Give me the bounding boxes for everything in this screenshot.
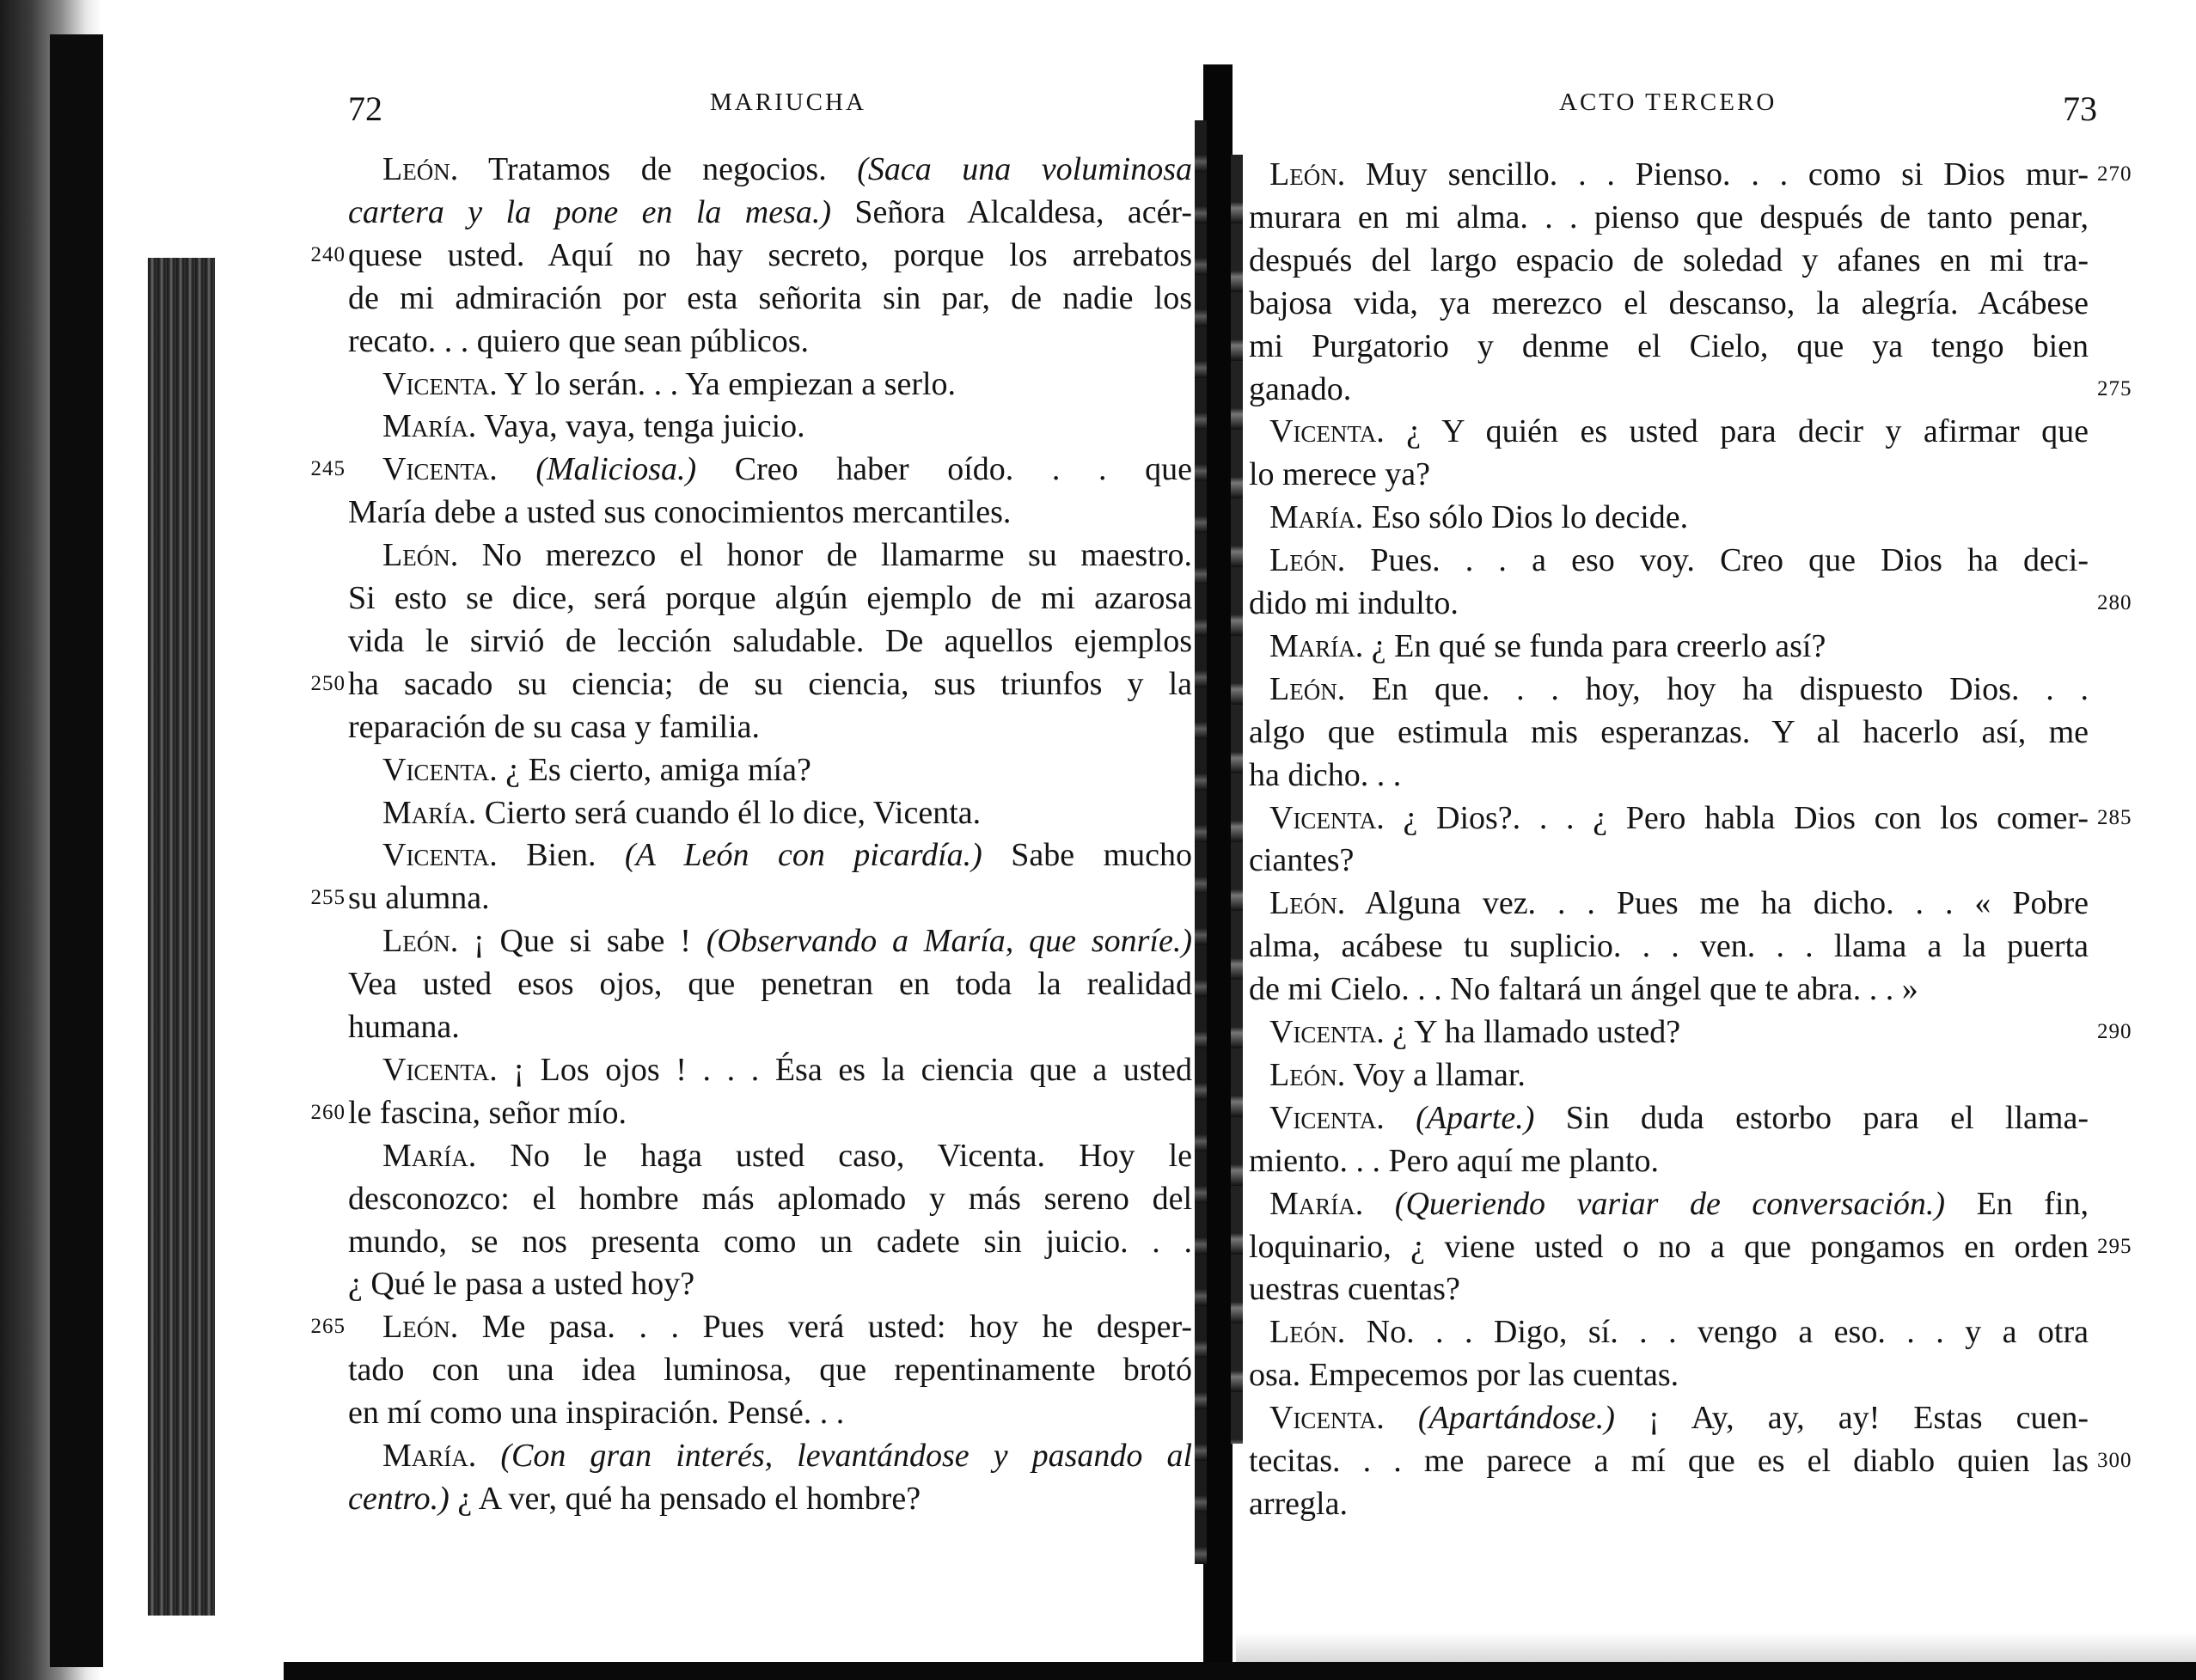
- dialogue-text: osa. Empecemos por las cuentas.: [1249, 1357, 1679, 1393]
- dialogue-text: No. . . Digo, sí. . . vengo a eso. . . y a otra: [1345, 1314, 2089, 1350]
- text-line: [1249, 840, 2089, 881]
- dialogue-text: desconozco: el hombre más aplomado y más sereno del: [348, 1181, 1192, 1217]
- scan-edge-shadow: [50, 34, 103, 1667]
- speaker-name: Vicenta.: [382, 1052, 498, 1088]
- text-line: [1269, 1311, 2089, 1353]
- text-line: [1249, 583, 2089, 624]
- text-line: [348, 1349, 1192, 1390]
- book-gutter: [1203, 64, 1233, 1680]
- dialogue-text: Pues. . . a eso voy. Creo que Dios ha deci-: [1345, 542, 2089, 578]
- dialogue-text: ha sacado su ciencia; de su ciencia, sus triunfos y la: [348, 666, 1192, 702]
- speaker-name: Vicenta.: [382, 752, 498, 788]
- speaker-name: Vicenta.: [1269, 800, 1385, 836]
- line-number: 250: [310, 672, 346, 695]
- text-line: [348, 321, 1192, 362]
- gutter-shadow-right: [1231, 155, 1243, 1444]
- speaker-name: María.: [1269, 1186, 1364, 1222]
- line-number: 275: [2097, 377, 2132, 400]
- dialogue-text: ¿ En qué se funda para creerlo así?: [1363, 628, 1826, 664]
- text-line: [348, 1221, 1192, 1262]
- speaker-name: Vicenta.: [1269, 1100, 1385, 1136]
- text-line: [382, 149, 1192, 190]
- dialogue-text: [1363, 1186, 1395, 1222]
- dialogue-text: Señora Alcaldesa, acér-: [831, 194, 1192, 230]
- text-line: [1269, 154, 2089, 195]
- line-number: 285: [2097, 806, 2132, 829]
- dialogue-text: miento. . . Pero aquí me planto.: [1249, 1143, 1660, 1179]
- text-line: [1249, 712, 2089, 753]
- speaker-name: María.: [382, 795, 477, 831]
- speaker-name: León.: [1269, 1314, 1346, 1350]
- text-line: [348, 492, 1192, 533]
- dialogue-text: quese usted. Aquí no hay secreto, porque los arrebatos: [348, 237, 1192, 273]
- text-line: [382, 535, 1192, 576]
- dialogue-text: alma, acábese tu suplicio. . . ven. . . llama a la puerta: [1249, 928, 2089, 964]
- speaker-name: Vicenta.: [382, 366, 498, 402]
- line-number: 240: [310, 243, 346, 266]
- text-line: [1249, 369, 2089, 410]
- text-line: [1249, 968, 2089, 1010]
- dialogue-text: ¿ Dios?. . . ¿ Pero habla Dios con los comer-: [1384, 800, 2089, 836]
- dialogue-text: en mí como una inspiración. Pensé. . .: [348, 1395, 845, 1431]
- dialogue-text: No le haga usted caso, Vicenta. Hoy le: [476, 1138, 1192, 1174]
- dialogue-text: Vea usted esos ojos, que penetran en toda la realidad: [348, 966, 1192, 1002]
- dialogue-text: Creo haber oído. . . que: [696, 451, 1192, 487]
- dialogue-text: Eso sólo Dios lo decide.: [1363, 499, 1689, 535]
- dialogue-text: le fascina, señor mío.: [348, 1095, 627, 1131]
- text-line: [1269, 1183, 2089, 1225]
- stage-direction: (Maliciosa.): [535, 451, 697, 487]
- dialogue-text: recato. . . quiero que sean públicos.: [348, 323, 810, 359]
- text-line: [348, 620, 1192, 662]
- text-line: [1249, 197, 2089, 238]
- dialogue-text: ¡ Los ojos ! . . . Ésa es la ciencia que a usted: [497, 1052, 1192, 1088]
- dialogue-text: tado con una idea luminosa, que repentinamente brotó: [348, 1352, 1192, 1388]
- speaker-name: María.: [382, 408, 477, 444]
- dialogue-text: uestras cuentas?: [1249, 1271, 1460, 1307]
- dialogue-text: mi Purgatorio y denme el Cielo, que ya tengo bien: [1249, 328, 2089, 364]
- dialogue-text: vida le sirvió de lección saludable. De aquellos ejemplos: [348, 623, 1192, 659]
- dialogue-text: Sin duda estorbo para el llama-: [1534, 1100, 2089, 1136]
- speaker-name: León.: [1269, 885, 1346, 921]
- dialogue-text: murara en mi alma. . . pienso que después de tanto penar,: [1249, 199, 2089, 235]
- dialogue-text: Alguna vez. . . Pues me ha dicho. . . « Pobre: [1345, 885, 2089, 921]
- dialogue-text: Voy a llamar.: [1345, 1057, 1526, 1093]
- line-number: 260: [310, 1101, 346, 1124]
- text-line: [348, 1006, 1192, 1048]
- dialogue-text: Cierto será cuando él lo dice, Vicenta.: [476, 795, 982, 831]
- text-line: [348, 1392, 1192, 1433]
- text-line: [1249, 754, 2089, 796]
- dialogue-text: En fin,: [1945, 1186, 2089, 1222]
- text-line: [348, 663, 1192, 705]
- dialogue-text: mundo, se nos presenta como un cadete sin juicio. . .: [348, 1224, 1192, 1260]
- text-line: [348, 877, 1192, 919]
- dialogue-text: ha dicho. . .: [1249, 757, 1402, 793]
- stage-direction: (A León con picardía.): [624, 837, 982, 873]
- text-line: [1269, 883, 2089, 924]
- right-page-number: 73: [2063, 89, 2097, 128]
- dialogue-text: ¿ Y ha llamado usted?: [1384, 1014, 1681, 1050]
- line-number: 295: [2097, 1235, 2132, 1258]
- stage-direction: (Queriendo variar de conversación.): [1394, 1186, 1946, 1222]
- dialogue-text: Vaya, vaya, tenga juicio.: [476, 408, 805, 444]
- text-line: [1249, 1354, 2089, 1396]
- text-line: [348, 963, 1192, 1005]
- dialogue-text: algo que estimula mis esperanzas. Y al hacerlo así, me: [1249, 714, 2089, 750]
- text-line: [1269, 626, 2089, 667]
- speaker-name: Vicenta.: [1269, 1014, 1385, 1050]
- speaker-name: León.: [382, 1309, 459, 1345]
- line-number: 245: [310, 457, 346, 480]
- page-bottom-edge: [1236, 1633, 2196, 1662]
- stage-direction: (Saca una voluminosa: [857, 151, 1192, 187]
- speaker-name: María.: [1269, 499, 1364, 535]
- text-line: [1249, 926, 2089, 967]
- dialogue-text: Muy sencillo. . . Pienso. . . como si Dios mur-: [1345, 156, 2089, 192]
- dialogue-text: Tratamos de negocios.: [458, 151, 858, 187]
- dialogue-text: loquinario, ¿ viene usted o no a que pongamos en orden: [1249, 1229, 2089, 1265]
- text-line: [1249, 240, 2089, 281]
- text-line: [348, 1178, 1192, 1219]
- text-line: [348, 706, 1192, 748]
- text-line: [382, 406, 1192, 447]
- text-line: [348, 1092, 1192, 1133]
- dialogue-text: Si esto se dice, será porque algún ejemplo de mi azarosa: [348, 580, 1192, 616]
- line-number: 290: [2097, 1020, 2132, 1043]
- line-number: 255: [310, 886, 346, 909]
- right-running-head: ACTO TERCERO: [1559, 89, 1777, 116]
- speaker-name: León.: [382, 537, 459, 573]
- dialogue-text: Bien.: [497, 837, 625, 873]
- text-line: [1269, 1011, 2089, 1053]
- page-edge-strip: [148, 258, 215, 1616]
- text-line: [382, 1435, 1192, 1476]
- stage-direction: centro.): [348, 1481, 450, 1517]
- text-line: [348, 1478, 1192, 1519]
- dialogue-text: [1385, 1100, 1416, 1136]
- speaker-name: Vicenta.: [1269, 413, 1385, 449]
- dialogue-text: lo merece ya?: [1249, 456, 1430, 492]
- dialogue-text: Sabe mucho: [982, 837, 1192, 873]
- dialogue-text: María debe a usted sus conocimientos mercantiles.: [348, 494, 1012, 530]
- dialogue-text: tecitas. . . me parece a mí que es el diablo quien las: [1249, 1443, 2089, 1479]
- speaker-name: María.: [1269, 628, 1364, 664]
- text-line: [1249, 283, 2089, 324]
- left-page-number: 72: [348, 89, 382, 128]
- line-number: 270: [2097, 162, 2132, 186]
- text-line: [348, 192, 1192, 233]
- text-line: [348, 1263, 1192, 1304]
- text-line: [1269, 411, 2089, 452]
- speaker-name: María.: [382, 1438, 477, 1474]
- gutter-shadow-left: [1195, 120, 1207, 1564]
- speaker-name: Vicenta.: [1269, 1400, 1385, 1436]
- stage-direction: (Aparte.): [1416, 1100, 1535, 1136]
- text-line: [1249, 326, 2089, 367]
- dialogue-text: su alumna.: [348, 880, 490, 916]
- text-line: [1269, 797, 2089, 839]
- dialogue-text: En que. . . hoy, hoy ha dispuesto Dios. . .: [1345, 671, 2089, 707]
- text-line: [382, 792, 1192, 834]
- dialogue-text: ¡ Ay, ay, ay! Estas cuen-: [1614, 1400, 2089, 1436]
- text-line: [1249, 1483, 2089, 1524]
- text-line: [382, 834, 1192, 876]
- dialogue-text: Y lo serán. . . Ya empiezan a serlo.: [497, 366, 957, 402]
- text-line: [348, 278, 1192, 319]
- text-line: [1249, 1268, 2089, 1310]
- line-number: 300: [2097, 1449, 2132, 1472]
- text-line: [1269, 1397, 2089, 1439]
- stage-direction: (Con gran interés, levantándose y pasando al: [500, 1438, 1192, 1474]
- dialogue-text: ¿ A ver, qué ha pensado el hombre?: [449, 1481, 921, 1517]
- text-line: [1249, 1440, 2089, 1481]
- text-line: [348, 577, 1192, 619]
- text-line: [382, 1306, 1192, 1347]
- dialogue-text: ¿ Y quién es usted para decir y afirmar que: [1384, 413, 2089, 449]
- text-line: [1269, 1054, 2089, 1096]
- text-line: [1269, 540, 2089, 581]
- speaker-name: León.: [382, 923, 459, 959]
- dialogue-text: de mi admiración por esta señorita sin par, de nadie los: [348, 280, 1192, 316]
- text-line: [382, 920, 1192, 962]
- text-line: [1269, 497, 2089, 538]
- text-line: [1249, 1140, 2089, 1182]
- dialogue-text: [498, 451, 536, 487]
- dialogue-text: de mi Cielo. . . No faltará un ángel que te abra. . . »: [1249, 971, 1918, 1007]
- line-number: 280: [2097, 591, 2132, 614]
- dialogue-text: humana.: [348, 1009, 460, 1045]
- text-line: [382, 449, 1192, 490]
- text-line: [348, 235, 1192, 276]
- speaker-name: León.: [1269, 542, 1346, 578]
- speaker-name: León.: [1269, 1057, 1346, 1093]
- dialogue-text: Me pasa. . . Pues verá usted: hoy he desper-: [458, 1309, 1192, 1345]
- stage-direction: (Observando a María, que sonríe.): [706, 923, 1192, 959]
- speaker-name: María.: [382, 1138, 477, 1174]
- dialogue-text: ¡ Que si sabe !: [458, 923, 707, 959]
- text-line: [1249, 454, 2089, 495]
- speaker-name: León.: [1269, 156, 1346, 192]
- dialogue-text: reparación de su casa y familia.: [348, 709, 760, 745]
- stage-direction: cartera y la pone en la mesa.): [348, 194, 832, 230]
- stage-direction: (Apartándose.): [1417, 1400, 1615, 1436]
- text-line: [1269, 669, 2089, 710]
- text-line: [382, 1049, 1192, 1090]
- dialogue-text: [1385, 1400, 1418, 1436]
- dialogue-text: dido mi indulto.: [1249, 585, 1459, 621]
- dialogue-text: No merezco el honor de llamarme su maestro.: [458, 537, 1192, 573]
- speaker-name: León.: [1269, 671, 1346, 707]
- speaker-name: Vicenta.: [382, 837, 498, 873]
- speaker-name: León.: [382, 151, 459, 187]
- dialogue-text: ¿ Es cierto, amiga mía?: [497, 752, 811, 788]
- dialogue-text: [476, 1438, 500, 1474]
- dialogue-text: ganado.: [1249, 371, 1352, 407]
- dialogue-text: ciantes?: [1249, 842, 1355, 878]
- dialogue-text: arregla.: [1249, 1486, 1348, 1522]
- text-line: [1249, 1226, 2089, 1268]
- text-line: [382, 363, 1192, 405]
- text-line: [382, 1135, 1192, 1176]
- dialogue-text: ¿ Qué le pasa a usted hoy?: [348, 1266, 695, 1302]
- text-line: [1269, 1097, 2089, 1139]
- dialogue-text: bajosa vida, ya merezco el descanso, la alegría. Acábese: [1249, 285, 2089, 321]
- scan-bottom-edge: [284, 1662, 2196, 1680]
- dialogue-text: después del largo espacio de soledad y afanes en mi tra-: [1249, 242, 2089, 278]
- line-number: 265: [310, 1315, 346, 1338]
- text-line: [382, 749, 1192, 791]
- speaker-name: Vicenta.: [382, 451, 498, 487]
- left-running-head: MARIUCHA: [710, 89, 866, 116]
